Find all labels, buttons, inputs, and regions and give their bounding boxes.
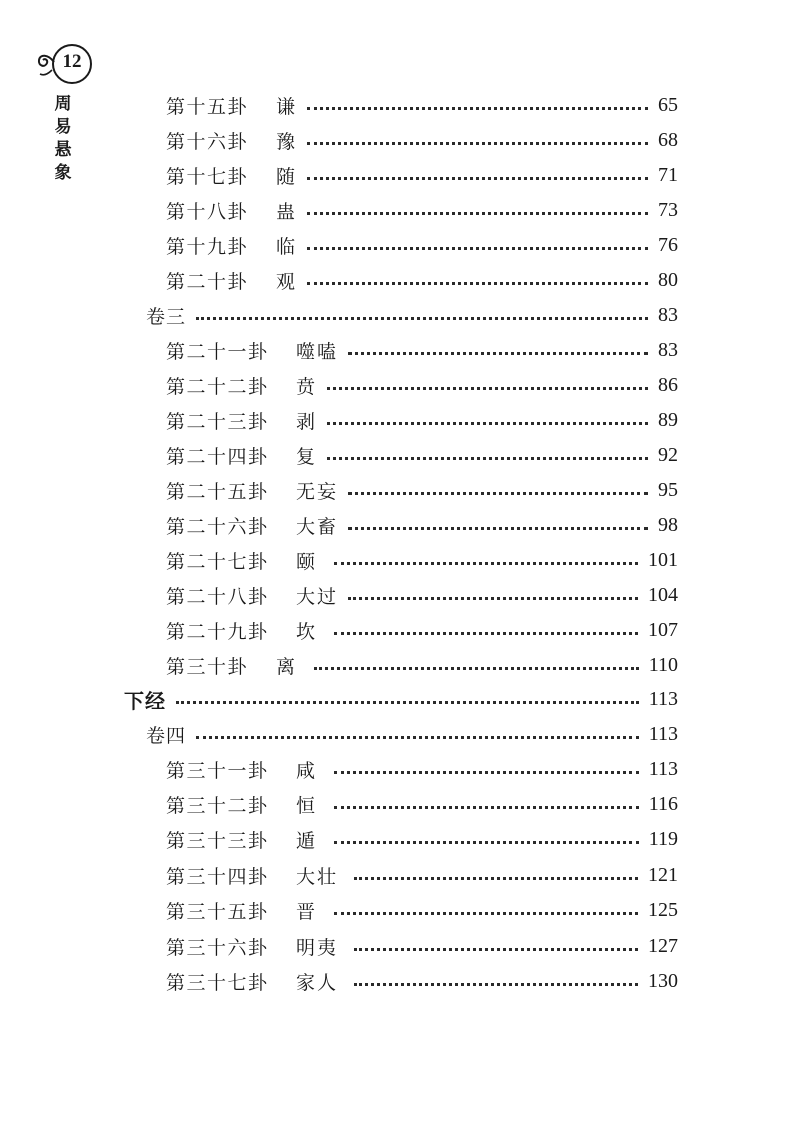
toc-entry[interactable] xyxy=(166,193,678,227)
running-title-char: 周 xyxy=(54,94,72,114)
toc-entry[interactable] xyxy=(166,158,678,192)
toc-leader-dots xyxy=(327,422,648,425)
toc-hexagram-name: 贲 xyxy=(296,375,318,398)
toc-hexagram-name: 随 xyxy=(276,165,298,188)
toc-hexagram-name: 颐 xyxy=(296,550,318,573)
toc-leader-dots xyxy=(334,771,639,774)
toc-hexagram-name: 大畜 xyxy=(296,515,339,538)
toc-leader-dots xyxy=(334,841,639,844)
toc-hexagram-name: 无妄 xyxy=(296,480,339,503)
toc-ordinal: 第二十六卦 xyxy=(166,515,269,538)
toc-leader-dots xyxy=(334,562,638,565)
toc-leader-dots xyxy=(176,701,639,704)
toc-volume-label: 卷四 xyxy=(146,724,187,747)
toc-page-number: 83 xyxy=(658,303,678,326)
toc-leader-dots xyxy=(307,247,648,250)
toc-volume-entry[interactable] xyxy=(146,298,678,332)
toc-entry[interactable] xyxy=(166,893,678,927)
toc-hexagram-name: 大过 xyxy=(296,585,339,608)
toc-entry[interactable] xyxy=(166,787,678,821)
toc-page-number: 121 xyxy=(648,863,678,886)
toc-hexagram-name: 谦 xyxy=(276,95,298,118)
toc-ordinal: 第二十三卦 xyxy=(166,410,269,433)
toc-leader-dots xyxy=(314,667,639,670)
toc-ordinal: 第三十七卦 xyxy=(166,971,269,994)
toc-part-entry[interactable] xyxy=(124,682,678,716)
toc-ordinal: 第三十五卦 xyxy=(166,900,269,923)
toc-hexagram-name: 恒 xyxy=(296,794,318,817)
toc-hexagram-name: 临 xyxy=(276,235,298,258)
toc-entry[interactable] xyxy=(166,822,678,856)
toc-page-number: 110 xyxy=(648,653,678,676)
toc-ordinal: 第二十卦 xyxy=(166,270,249,293)
toc-leader-dots xyxy=(196,736,639,739)
toc-leader-dots xyxy=(307,177,648,180)
toc-entry[interactable] xyxy=(166,858,678,892)
running-title xyxy=(48,94,78,186)
toc-hexagram-name: 大壮 xyxy=(296,865,339,888)
toc-leader-dots xyxy=(334,632,638,635)
toc-hexagram-name: 明夷 xyxy=(296,936,339,959)
toc-leader-dots xyxy=(348,597,638,600)
toc-entry[interactable] xyxy=(166,228,678,262)
toc-entry[interactable] xyxy=(166,752,678,786)
toc-leader-dots xyxy=(327,457,648,460)
toc-ordinal: 第二十二卦 xyxy=(166,375,269,398)
toc-entry[interactable] xyxy=(166,929,678,963)
toc-leader-dots xyxy=(307,107,648,110)
toc-ordinal: 第十六卦 xyxy=(166,130,249,153)
toc-leader-dots xyxy=(334,806,639,809)
toc-hexagram-name: 观 xyxy=(276,270,298,293)
toc-hexagram-name: 咸 xyxy=(296,759,318,782)
toc-page-number: 101 xyxy=(648,548,678,571)
toc-ordinal: 第二十九卦 xyxy=(166,620,269,643)
toc-page-number: 86 xyxy=(658,373,678,396)
toc-leader-dots xyxy=(354,983,638,986)
toc-page-number: 68 xyxy=(658,128,678,151)
toc-hexagram-name: 豫 xyxy=(276,130,298,153)
running-title-char: 象 xyxy=(54,163,72,183)
toc-ordinal: 第十九卦 xyxy=(166,235,249,258)
toc-hexagram-name: 复 xyxy=(296,445,318,468)
toc-leader-dots xyxy=(348,527,648,530)
toc-ordinal: 第二十一卦 xyxy=(166,340,269,363)
toc-entry[interactable] xyxy=(166,438,678,472)
toc-part-label: 下经 xyxy=(124,688,166,713)
toc-entry[interactable] xyxy=(166,543,678,577)
toc-hexagram-name: 噬嗑 xyxy=(296,340,339,363)
toc-page-number: 92 xyxy=(658,443,678,466)
toc-ordinal: 第三十四卦 xyxy=(166,865,269,888)
toc-hexagram-name: 遁 xyxy=(296,829,318,852)
toc-ordinal: 第十八卦 xyxy=(166,200,249,223)
toc-page-number: 76 xyxy=(658,233,678,256)
toc-page-number: 127 xyxy=(648,934,678,957)
toc-ordinal: 第三十二卦 xyxy=(166,794,269,817)
toc-ordinal: 第十七卦 xyxy=(166,165,249,188)
toc-page-number: 119 xyxy=(648,827,678,850)
toc-page-number: 89 xyxy=(658,408,678,431)
toc-hexagram-name: 家人 xyxy=(296,971,339,994)
toc-entry[interactable] xyxy=(166,403,678,437)
toc-hexagram-name: 晋 xyxy=(296,900,318,923)
toc-hexagram-name: 坎 xyxy=(296,620,318,643)
toc-hexagram-name: 离 xyxy=(276,655,298,678)
toc-entry[interactable] xyxy=(166,578,678,612)
toc-ordinal: 第三十三卦 xyxy=(166,829,269,852)
toc-ordinal: 第三十六卦 xyxy=(166,936,269,959)
toc-page-number: 113 xyxy=(648,757,678,780)
toc-page-number: 107 xyxy=(648,618,678,641)
toc-page-number: 80 xyxy=(658,268,678,291)
toc-page-number: 73 xyxy=(658,198,678,221)
toc-entry[interactable] xyxy=(166,964,678,998)
toc-page-number: 113 xyxy=(648,722,678,745)
toc-ordinal: 第二十五卦 xyxy=(166,480,269,503)
toc-ordinal: 第三十一卦 xyxy=(166,759,269,782)
toc-page-number: 116 xyxy=(648,792,678,815)
toc-entry[interactable] xyxy=(166,88,678,122)
toc-leader-dots xyxy=(307,212,648,215)
toc-page-number: 65 xyxy=(658,93,678,116)
page-number: 12 xyxy=(62,51,82,72)
running-title-char: 易 xyxy=(54,117,72,137)
toc-page-number: 98 xyxy=(658,513,678,536)
toc-leader-dots xyxy=(354,877,638,880)
toc-leader-dots xyxy=(327,387,648,390)
toc-leader-dots xyxy=(307,282,648,285)
toc-ordinal: 第十五卦 xyxy=(166,95,249,118)
toc-page-number: 130 xyxy=(648,969,678,992)
toc-ordinal: 第三十卦 xyxy=(166,655,249,678)
toc-leader-dots xyxy=(334,912,638,915)
toc-entry[interactable] xyxy=(166,263,678,297)
toc-hexagram-name: 蛊 xyxy=(276,200,298,223)
toc-leader-dots xyxy=(348,492,648,495)
page-number-badge xyxy=(34,40,92,88)
toc-ordinal: 第二十四卦 xyxy=(166,445,269,468)
toc-volume-entry[interactable] xyxy=(146,717,678,751)
toc-entry[interactable] xyxy=(166,648,678,682)
toc-entry[interactable] xyxy=(166,123,678,157)
toc-ordinal: 第二十七卦 xyxy=(166,550,269,573)
toc-leader-dots xyxy=(354,948,638,951)
toc-entry[interactable] xyxy=(166,613,678,647)
toc-leader-dots xyxy=(307,142,648,145)
toc-page-number: 83 xyxy=(658,338,678,361)
toc-leader-dots xyxy=(196,317,648,320)
toc-page-number: 113 xyxy=(648,687,678,710)
toc-page-number: 104 xyxy=(648,583,678,606)
toc-leader-dots xyxy=(348,352,648,355)
toc-entry[interactable] xyxy=(166,508,678,542)
toc-entry[interactable] xyxy=(166,473,678,507)
toc-volume-label: 卷三 xyxy=(146,305,187,328)
toc-page-number: 125 xyxy=(648,898,678,921)
toc-entry[interactable] xyxy=(166,368,678,402)
toc-ordinal: 第二十八卦 xyxy=(166,585,269,608)
running-title-char: 悬 xyxy=(54,140,72,160)
toc-page-number: 95 xyxy=(658,478,678,501)
toc-hexagram-name: 剥 xyxy=(296,410,318,433)
toc-entry[interactable] xyxy=(166,333,678,367)
toc-page-number: 71 xyxy=(658,163,678,186)
